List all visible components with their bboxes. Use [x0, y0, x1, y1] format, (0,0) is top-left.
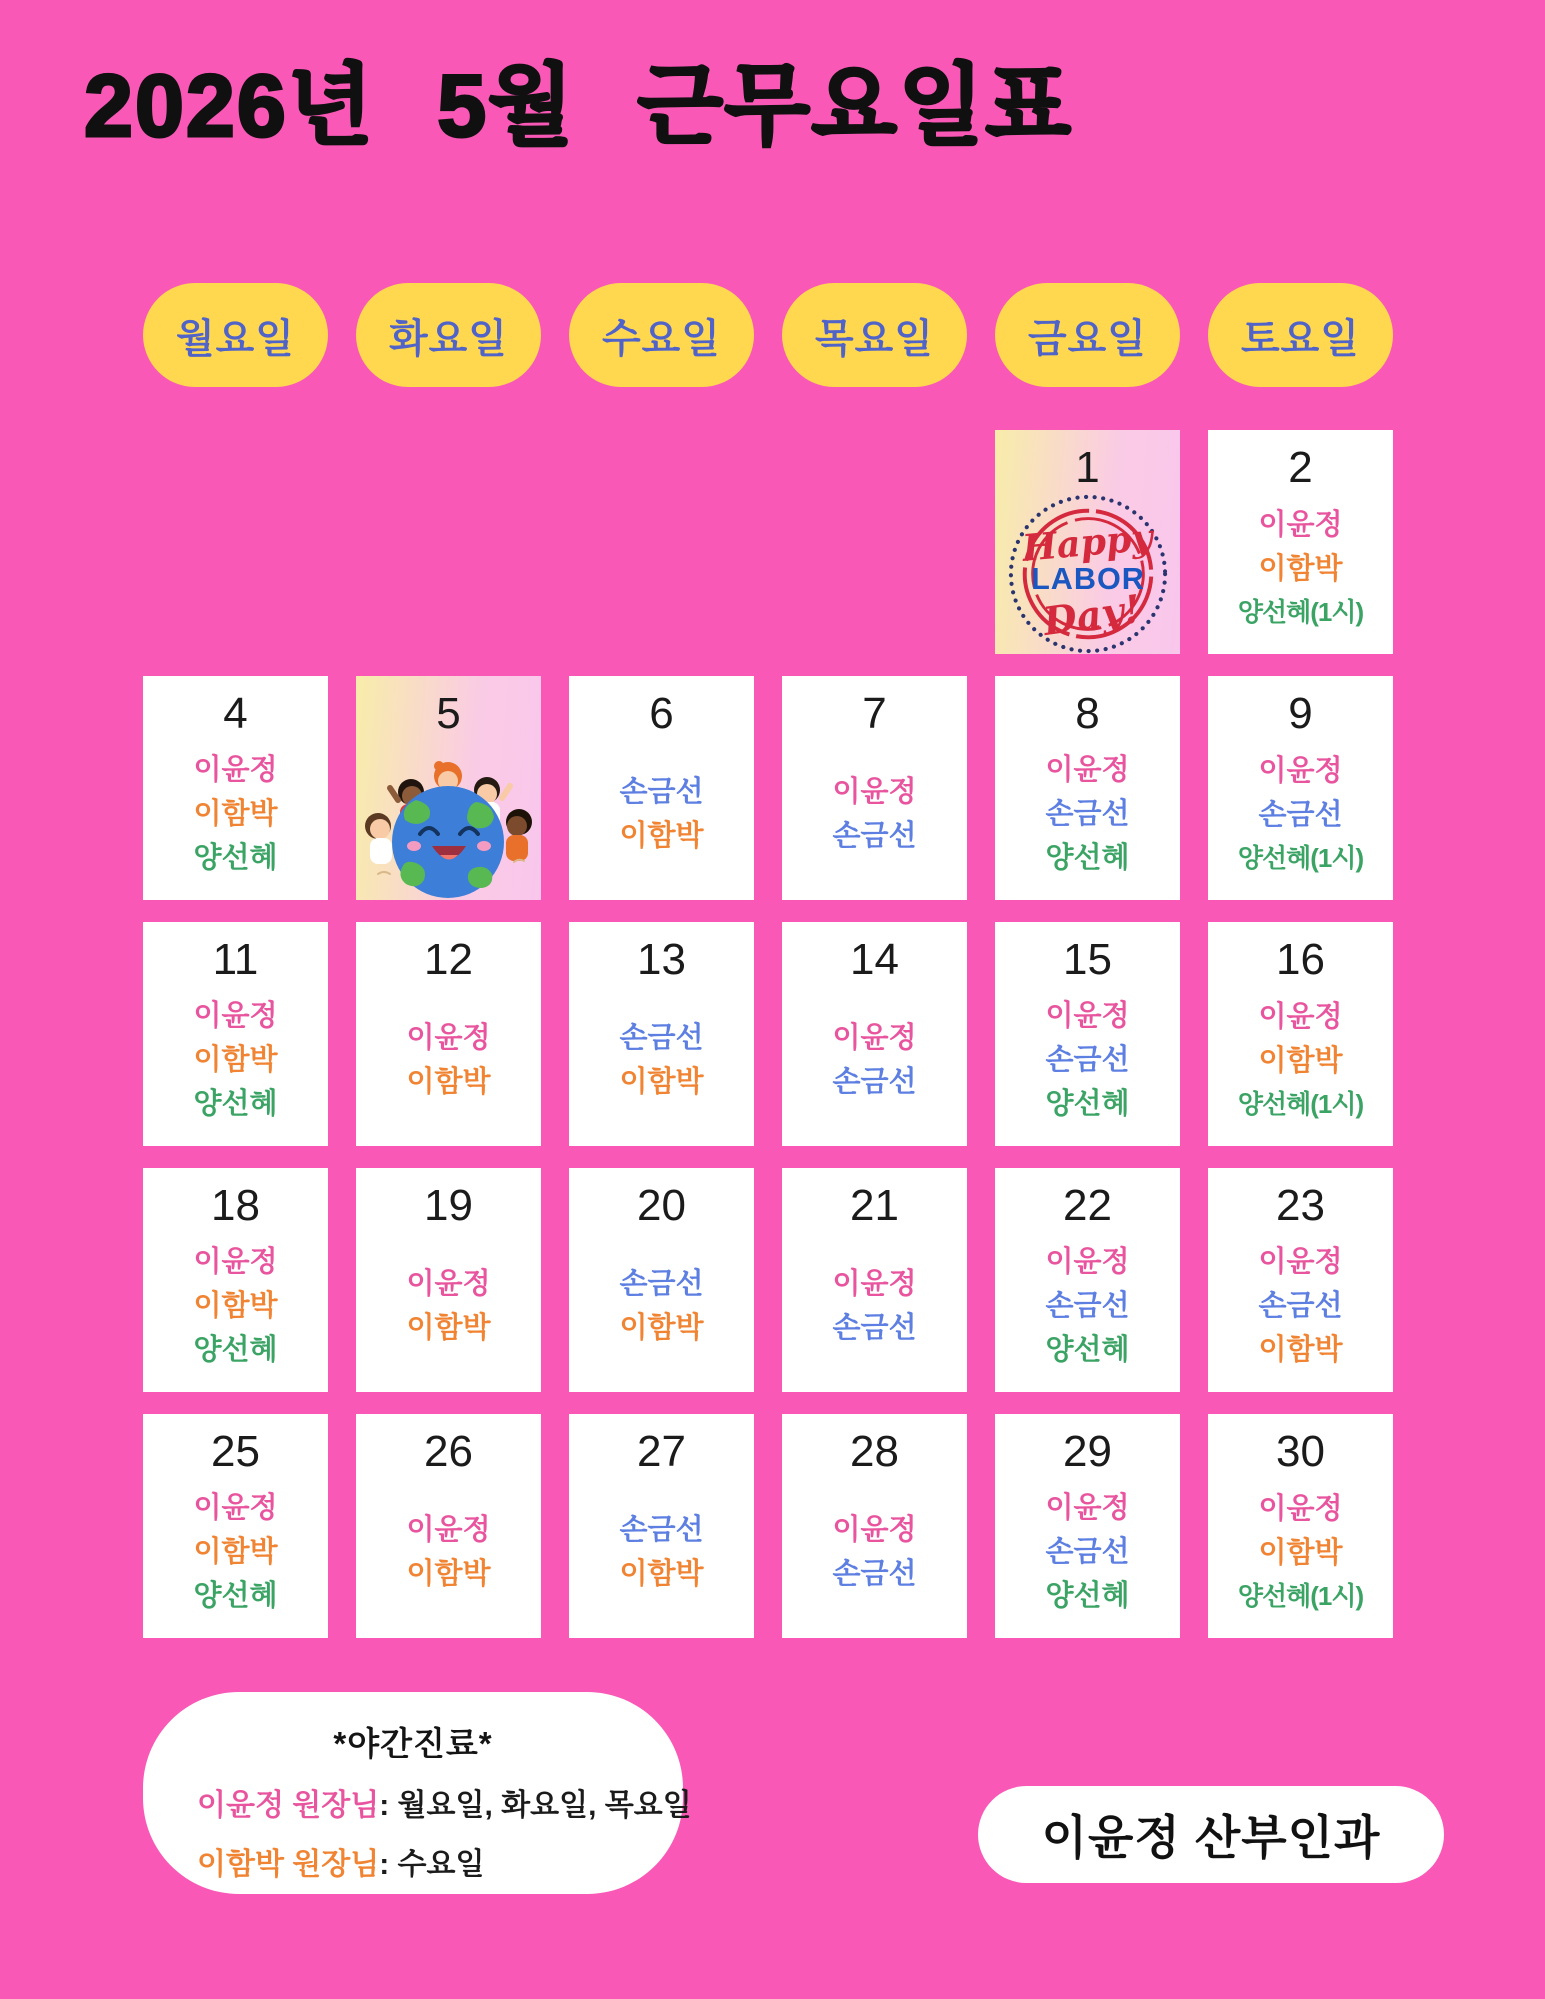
staff-name: 이함박: [406, 1311, 491, 1344]
staff-name: 이윤정: [193, 1491, 278, 1524]
doctor-name-label: 이함박 원장님: [197, 1848, 380, 1881]
day-cell-4: [143, 676, 328, 900]
staff-name: 양선혜(1시): [1237, 1581, 1364, 1611]
staff-names: [406, 982, 490, 1146]
day-cell-5: [356, 676, 541, 900]
staff-name: 이윤정: [832, 1021, 917, 1054]
staff-name: 이함박: [619, 1065, 704, 1098]
day-number: 23: [1276, 1181, 1325, 1230]
staff-names: [1045, 982, 1129, 1146]
day-number: 27: [637, 1427, 686, 1476]
staff-name: 양선혜: [1045, 1087, 1130, 1120]
staff-name: 양선혜: [193, 841, 278, 874]
day-cell-23: [1208, 1168, 1393, 1392]
svg-text:Happy: Happy: [1020, 515, 1154, 570]
day-number: 29: [1063, 1427, 1112, 1476]
staff-name: 양선혜: [1045, 841, 1130, 874]
staff-name: 이윤정: [832, 1513, 917, 1546]
day-number: 16: [1276, 935, 1325, 984]
weekday-pill-4: 목요일: [782, 283, 967, 387]
staff-name: 손금선: [832, 1557, 917, 1590]
staff-name: 이윤정: [193, 753, 278, 786]
day-number: 22: [1063, 1181, 1112, 1230]
day-cell-16: [1208, 922, 1393, 1146]
staff-name: 이윤정: [1045, 753, 1130, 786]
day-cell-13: [569, 922, 754, 1146]
day-number: 28: [850, 1427, 899, 1476]
day-cell-28: [782, 1414, 967, 1638]
staff-name: 이윤정: [832, 1267, 917, 1300]
day-cell-22: [995, 1168, 1180, 1392]
weekday-pill-5: 금요일: [995, 283, 1180, 387]
day-number: 25: [211, 1427, 260, 1476]
staff-names: [619, 736, 703, 900]
weekday-header-row: [143, 283, 1393, 387]
staff-name: 이윤정: [1258, 1245, 1343, 1278]
day-number: 14: [850, 935, 899, 984]
staff-name: 이윤정: [193, 1245, 278, 1278]
staff-name: 양선혜(1시): [1237, 597, 1364, 627]
weekday-pill-6: 토요일: [1208, 283, 1393, 387]
night-care-note: [143, 1692, 692, 1894]
day-cell-27: [569, 1414, 754, 1638]
day-cell-1: [995, 430, 1180, 654]
staff-name: 손금선: [619, 775, 704, 808]
labor-day-stamp-icon: [995, 490, 1180, 654]
staff-name: 손금선: [1045, 1535, 1130, 1568]
staff-names: [1045, 1474, 1129, 1638]
day-number: 21: [850, 1181, 899, 1230]
staff-names: [406, 1228, 490, 1392]
staff-name: 손금선: [832, 1065, 917, 1098]
staff-name: 양선혜: [1045, 1579, 1130, 1612]
page-title: 2026년 5월 근무요일표: [84, 56, 1073, 155]
staff-name: 이함박: [1258, 553, 1343, 585]
day-cell-7: [782, 676, 967, 900]
weekday-pill-2: 화요일: [356, 283, 541, 387]
staff-names: [1258, 1228, 1342, 1392]
staff-names: [193, 1228, 277, 1392]
staff-names: [1238, 736, 1363, 900]
day-number: 30: [1276, 1427, 1325, 1476]
staff-name: 양선혜: [193, 1087, 278, 1120]
staff-names: [193, 1474, 277, 1638]
day-number: 15: [1063, 935, 1112, 984]
staff-name: 이윤정: [1045, 1491, 1130, 1524]
staff-names: [193, 736, 277, 900]
staff-name: 손금선: [1045, 1043, 1130, 1076]
staff-name: 이함박: [193, 1535, 278, 1568]
staff-name: 손금선: [832, 819, 917, 852]
doctor-name-label: 이윤정 원장님: [197, 1789, 380, 1822]
svg-text:Day!: Day!: [1040, 586, 1144, 645]
staff-name: 이함박: [193, 797, 278, 830]
staff-name: 양선혜(1시): [1237, 843, 1364, 873]
calendar-grid: [143, 430, 1393, 1638]
night-care-entry: [197, 1780, 692, 1824]
day-cell-21: [782, 1168, 967, 1392]
staff-name: 손금선: [1258, 799, 1343, 831]
staff-names: [406, 1474, 490, 1638]
day-number: 1: [1075, 443, 1100, 492]
clinic-badge: 이윤정 산부인과: [978, 1786, 1444, 1883]
earth-children-icon: [356, 736, 541, 900]
staff-names: [619, 982, 703, 1146]
night-care-title: *야간진료*: [333, 1725, 493, 1762]
staff-names: [1238, 490, 1363, 654]
staff-name: 이윤정: [406, 1267, 491, 1300]
day-cell-18: [143, 1168, 328, 1392]
day-cell-20: [569, 1168, 754, 1392]
staff-name: 이함박: [1258, 1537, 1343, 1569]
weekday-pill-3: 수요일: [569, 283, 754, 387]
staff-name: 이윤정: [832, 775, 917, 808]
day-number: 6: [649, 689, 674, 738]
day-number: 20: [637, 1181, 686, 1230]
staff-names: [832, 736, 916, 900]
staff-name: 이윤정: [1258, 1001, 1343, 1033]
staff-name: 이함박: [193, 1043, 278, 1076]
staff-name: 이윤정: [406, 1021, 491, 1054]
staff-names: [619, 1228, 703, 1392]
day-cell-9: [1208, 676, 1393, 900]
staff-name: 이윤정: [1258, 755, 1343, 787]
staff-names: [1045, 736, 1129, 900]
staff-name: 이윤정: [406, 1513, 491, 1546]
day-cell-11: [143, 922, 328, 1146]
staff-name: 이윤정: [1258, 1493, 1343, 1525]
svg-text:LABOR: LABOR: [1030, 561, 1145, 596]
staff-name: 이윤정: [1045, 999, 1130, 1032]
day-number: 13: [637, 935, 686, 984]
staff-name: 손금선: [1258, 1289, 1343, 1322]
staff-name: 이함박: [1258, 1333, 1343, 1366]
staff-names: [832, 982, 916, 1146]
day-cell-30: [1208, 1414, 1393, 1638]
day-number: 5: [436, 689, 461, 738]
staff-name: 이함박: [1258, 1045, 1343, 1077]
day-number: 4: [223, 689, 248, 738]
day-number: 9: [1288, 689, 1313, 738]
staff-name: 이함박: [193, 1289, 278, 1322]
weekday-pill-1: 월요일: [143, 283, 328, 387]
staff-name: 양선혜: [1045, 1333, 1130, 1366]
night-care-entry: [197, 1839, 683, 1883]
staff-name: 손금선: [1045, 797, 1130, 830]
day-cell-26: [356, 1414, 541, 1638]
staff-name: 손금선: [832, 1311, 917, 1344]
day-number: 7: [862, 689, 887, 738]
day-number: 11: [212, 935, 259, 984]
staff-name: 이윤정: [1045, 1245, 1130, 1278]
day-cell-19: [356, 1168, 541, 1392]
staff-name: 이함박: [406, 1557, 491, 1590]
staff-name: 손금선: [619, 1021, 704, 1054]
staff-name: 이함박: [406, 1065, 491, 1098]
staff-name: 손금선: [619, 1513, 704, 1546]
staff-name: 이함박: [619, 1557, 704, 1590]
staff-name: 양선혜: [193, 1333, 278, 1366]
day-number: 8: [1075, 689, 1100, 738]
staff-names: [1238, 1474, 1363, 1638]
day-number: 2: [1288, 443, 1313, 492]
day-cell-6: [569, 676, 754, 900]
day-cell-8: [995, 676, 1180, 900]
day-number: 19: [424, 1181, 473, 1230]
staff-name: 이함박: [619, 819, 704, 852]
staff-names: [1238, 982, 1363, 1146]
staff-name: 손금선: [1045, 1289, 1130, 1322]
staff-names: [619, 1474, 703, 1638]
day-cell-2: [1208, 430, 1393, 654]
day-number: 12: [424, 935, 473, 984]
staff-names: [1045, 1228, 1129, 1392]
day-cell-25: [143, 1414, 328, 1638]
staff-name: 양선혜(1시): [1237, 1089, 1364, 1119]
staff-name: 이윤정: [1258, 509, 1343, 541]
staff-name: 손금선: [619, 1267, 704, 1300]
day-cell-15: [995, 922, 1180, 1146]
day-cell-14: [782, 922, 967, 1146]
staff-name: 이윤정: [193, 999, 278, 1032]
night-care-days: : 월요일, 화요일, 목요일: [379, 1789, 692, 1822]
day-number: 18: [211, 1181, 260, 1230]
day-cell-12: [356, 922, 541, 1146]
staff-name: 양선혜: [193, 1579, 278, 1612]
day-number: 26: [424, 1427, 473, 1476]
staff-name: 이함박: [619, 1311, 704, 1344]
staff-names: [832, 1474, 916, 1638]
day-cell-29: [995, 1414, 1180, 1638]
staff-names: [832, 1228, 916, 1392]
night-care-days: : 수요일: [379, 1848, 485, 1881]
staff-names: [193, 982, 277, 1146]
